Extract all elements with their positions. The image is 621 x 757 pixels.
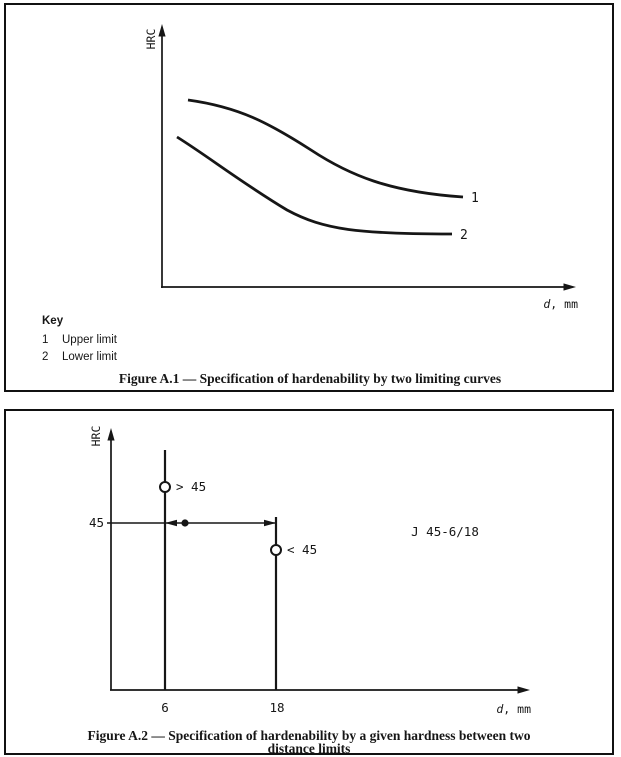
a1-x-axis-arrow-icon — [564, 283, 577, 290]
a2-caption-line1: Figure A.2 — Specification of hardenability by a given hardness between two — [87, 728, 531, 743]
a2-x-axis-label-d: d — [496, 702, 504, 716]
a1-key-item2-symbol: 2 — [42, 351, 49, 363]
a2-open-point-above-icon — [160, 482, 170, 492]
figure-a1-box — [4, 3, 614, 392]
a1-key-item2-label: Lower limit — [62, 351, 117, 363]
a2-x-axis-label-unit: , mm — [503, 702, 531, 716]
a2-x-axis-arrow-icon — [518, 686, 531, 693]
a2-caption-line2: distance limits — [267, 741, 351, 755]
a2-designation-label: J 45-6/18 — [411, 524, 479, 539]
a2-upper-point-label: > 45 — [176, 479, 207, 494]
a1-x-axis-label-d: d — [543, 297, 551, 311]
a2-open-point-below-icon — [271, 545, 281, 555]
figure-a1-diagram — [4, 3, 614, 392]
a2-x-axis-label — [496, 702, 531, 716]
a1-curve1-label: 1 — [471, 191, 479, 206]
a1-x-axis-label-unit: , mm — [550, 297, 578, 311]
a2-hardness-value-label: 45 — [88, 515, 104, 530]
a1-upper-limit-curve — [188, 100, 463, 197]
a2-tick-6: 6 — [161, 700, 169, 715]
a2-tick-18: 18 — [269, 700, 285, 715]
a2-filled-dot-icon — [181, 519, 188, 526]
a1-x-axis-label — [543, 297, 578, 311]
a1-key-item1-symbol: 1 — [42, 334, 49, 346]
a2-lower-point-label: < 45 — [287, 542, 318, 557]
a1-caption: Figure A.1 — Specification of hardenability by two limiting curves — [118, 371, 502, 386]
a1-key-title: Key — [42, 315, 64, 327]
a2-y-axis-label: HRC — [89, 425, 103, 447]
a1-y-axis-label: HRC — [144, 28, 158, 50]
a2-y-axis-arrow-icon — [107, 428, 114, 441]
a1-y-axis-arrow-icon — [158, 24, 165, 37]
figure-a2-diagram — [4, 409, 614, 755]
figure-a2-box — [4, 409, 614, 755]
a1-curve2-label: 2 — [460, 228, 468, 243]
a2-left-arrow-icon — [165, 520, 177, 526]
a2-right-arrow-icon — [264, 520, 276, 526]
a1-key-item1-label: Upper limit — [62, 334, 117, 346]
